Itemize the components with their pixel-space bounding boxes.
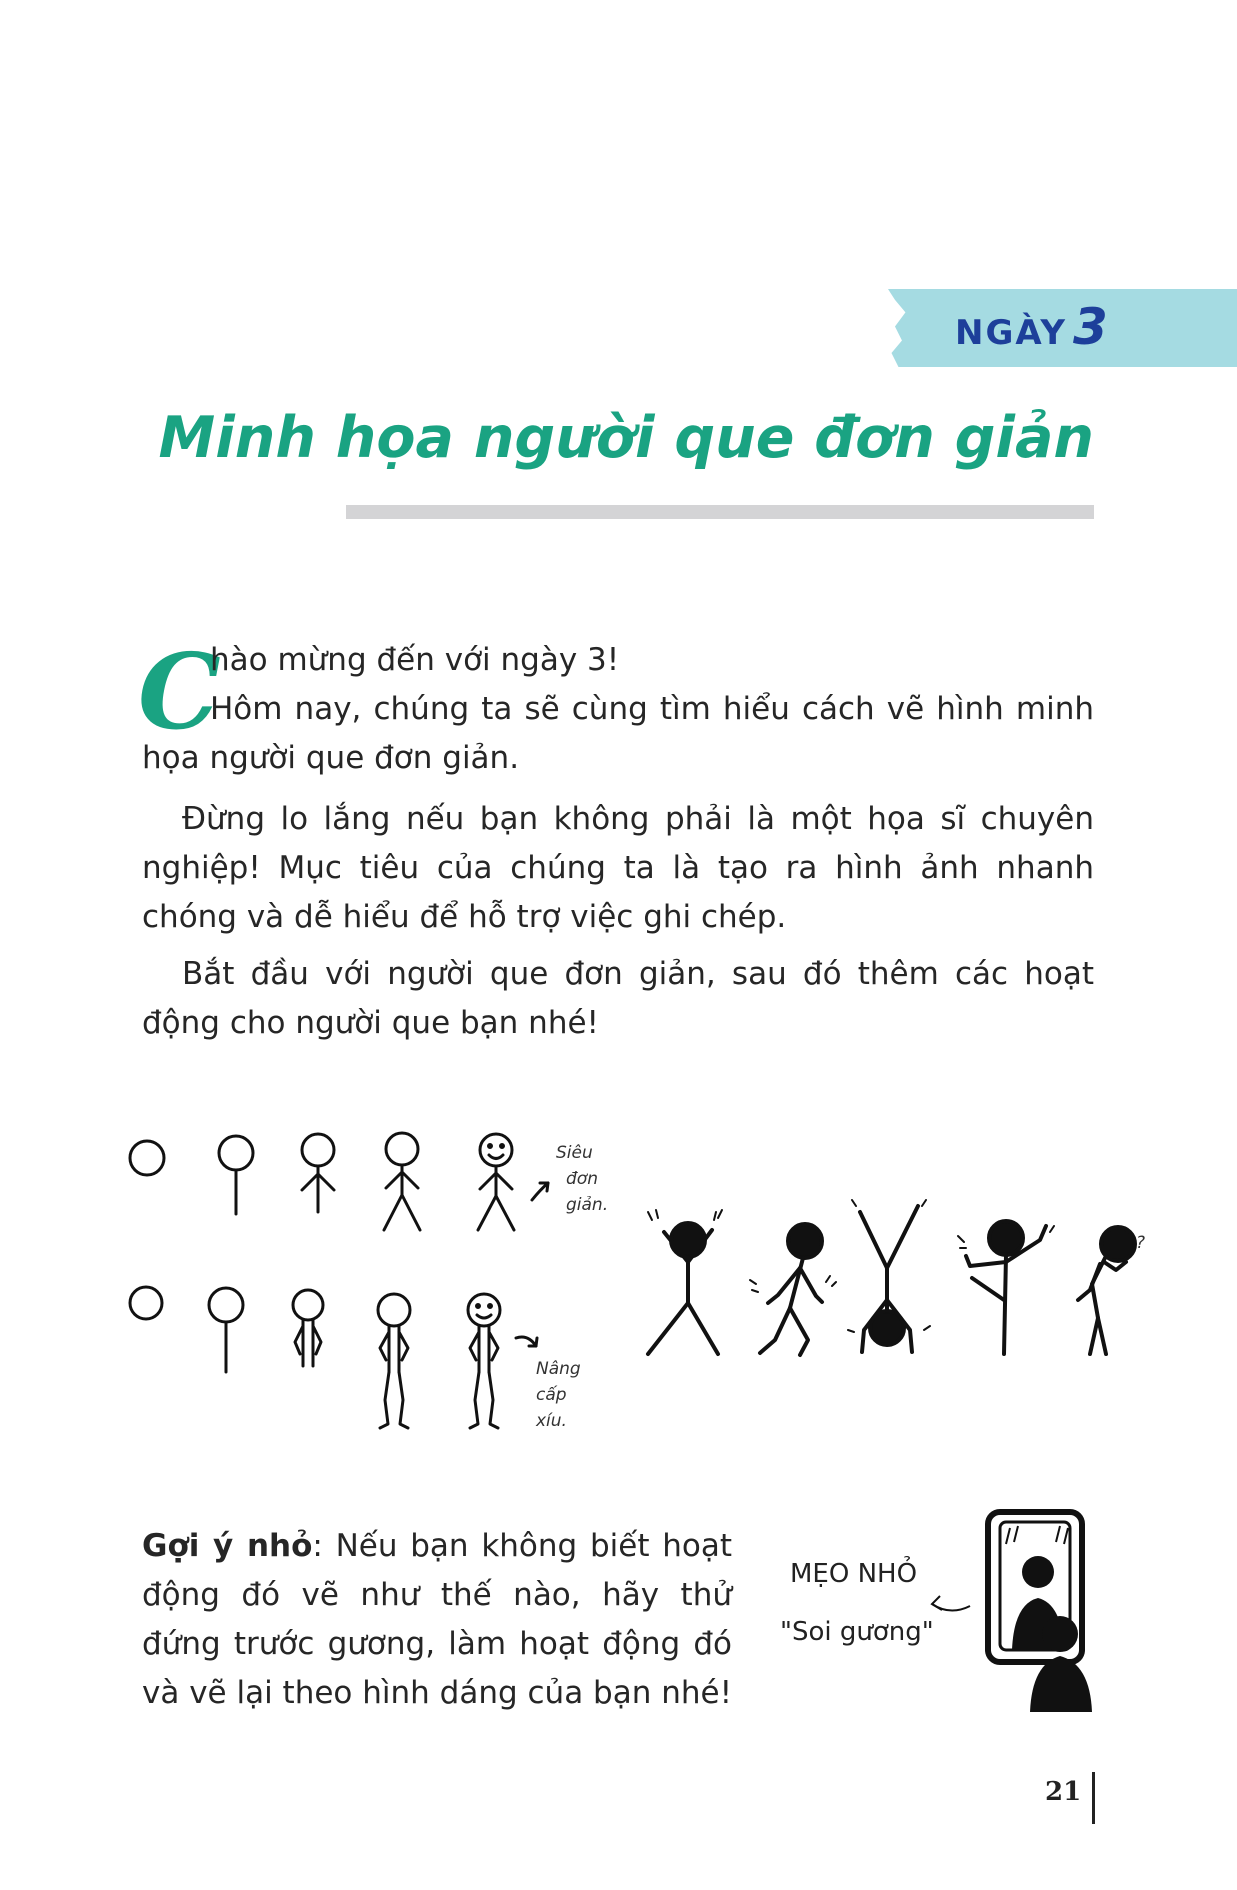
- day-number: 3: [1073, 298, 1110, 356]
- upgraded-figure-arms: [293, 1290, 323, 1366]
- page-number-rule: [1092, 1772, 1095, 1824]
- dropcap-letter: C: [138, 630, 221, 753]
- confused-question-mark: ?: [1136, 1233, 1146, 1253]
- note-upgrade-line-1: Nâng: [536, 1359, 581, 1379]
- figure-cheering: [648, 1210, 722, 1354]
- upgraded-figure-head-body: [209, 1288, 243, 1372]
- note-simple-line-1: Siêu: [556, 1143, 593, 1163]
- upgraded-figure-head-only: [130, 1287, 162, 1319]
- note-upgrade-line-3: xíu.: [536, 1411, 567, 1431]
- upgraded-figure-full: [378, 1294, 410, 1428]
- tip-title: MẸO NHỎ: [790, 1559, 918, 1589]
- figure-waving: [958, 1221, 1054, 1354]
- stick-figure-head-only: [130, 1141, 164, 1175]
- note-simple-line-2: đơn: [566, 1169, 598, 1189]
- note-upgrade-line-2: cấp: [536, 1385, 567, 1405]
- intro-paragraph-3: Bắt đầu với người que đơn giản, sau đó thêm các hoạt động cho người que bạn nhé!: [142, 956, 1094, 1041]
- day-word: NGÀY: [955, 313, 1068, 353]
- intro-paragraph-2: Đừng lo lắng nếu bạn không phải là một họa sĩ chuyên nghiệp! Mục tiêu của chúng ta là tạo ra hình ảnh nhanh chóng và dễ hiểu để hỗ trợ việc ghi chép.: [142, 801, 1094, 935]
- note-simple-line-3: giản.: [566, 1195, 609, 1215]
- intro-line-2: Hôm nay, chúng ta sẽ cùng tìm hiểu cách vẽ hình minh họa người que đơn giản.: [142, 691, 1094, 776]
- stick-figure-head-body: [219, 1136, 253, 1214]
- intro-line-1: hào mừng đến với ngày 3!: [210, 642, 620, 678]
- hint-label: Gợi ý nhỏ: [142, 1528, 313, 1564]
- figure-handstand: [848, 1200, 930, 1352]
- hint-paragraph: [142, 1522, 732, 1718]
- figure-dancing: [750, 1224, 836, 1355]
- stick-figure-arms: [302, 1134, 334, 1212]
- mirror-sketch: [988, 1512, 1092, 1712]
- upgraded-figure-smiling: [468, 1294, 500, 1428]
- stick-figure-full: [384, 1133, 420, 1230]
- page-number: 21: [1045, 1777, 1082, 1807]
- hint-text: : Nếu bạn không biết hoạt động đó vẽ như thế nào, hãy thử đứng trước gương, làm hoạt động đó và vẽ lại theo hình dáng của bạn nhé!: [142, 1528, 733, 1711]
- stick-figure-smiling: [478, 1134, 514, 1230]
- figure-confused: [1078, 1227, 1135, 1354]
- tip-subtitle: "Soi gương": [780, 1617, 934, 1647]
- page-title: Minh họa người que đơn giản: [158, 405, 1094, 471]
